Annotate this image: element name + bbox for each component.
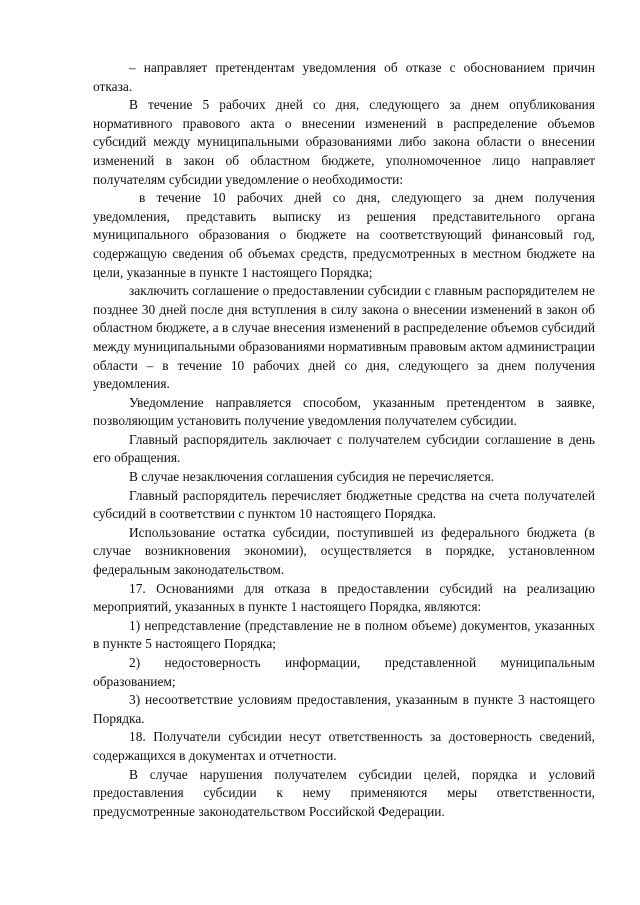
list-item-1: 1) непредставление (представление не в полном объеме) документов, указанных в пункте 5 настоящего Порядка; [93,617,595,652]
paragraph-funds-transfer: Главный распорядитель перечисляет бюджетные средства на счета получателей субсидий в соответствии с пунктом 10 настоящего Порядка. [93,487,595,522]
paragraph-conclude-agreement: заключить соглашение о предоставлении субсидии с главным распорядителем не позднее 30 дней после дня вступления в силу закона о внесении изменений в закон об областном бюджете, а в случае внесения изменений в распределение объемов субсидий между муниципальными образованиями нормативным правовым актом администрации области – в течение 10 рабочих дней со дня, следующего за днем получения уведомления. [93,283,595,392]
paragraph-federal-remainder: Использование остатка субсидии, поступившей из федерального бюджета (в случае возникновения экономии), осуществляется в порядке, установленном федеральным законодательством. [93,524,595,578]
paragraph-liability-measures: В случае нарушения получателем субсидии целей, порядка и условий предоставления субсидии к нему применяются меры ответственности, предусмотренные законодательством Российской Федерации. [93,766,595,819]
list-item-3: 3) несоответствие условиям предоставления, указанным в пункте 3 настоящего Порядка. [93,692,595,726]
document-body [93,59,595,821]
paragraph-item-17: 17. Основаниями для отказа в предоставлении субсидий на реализацию мероприятий, указанных в пункте 1 настоящего Порядка, являются: [93,580,595,615]
paragraph-notify-refusal: – направляет претендентам уведомления об отказе с обоснованием причин отказа. [93,60,595,94]
paragraph-ten-days-extract: в течение 10 рабочих дней со дня, следующего за днем получения уведомления, представить выписку из решения представительного органа муниципального образования о бюджете на соответствующий финансовый год, содержащую сведения об объемах средств, предусмотренных в местном бюджете на цели, указанные в пункте 1 настоящего Порядка; [93,190,595,280]
list-item-2: 2) недостоверность информации, представленной муниципальным образованием; [93,655,595,689]
paragraph-no-agreement-no-transfer: В случае незаключения соглашения субсидия не перечисляется. [129,469,495,485]
paragraph-item-18: 18. Получатели субсидии несут ответственность за достоверность сведений, содержащихся в документах и отчетности. [93,729,595,763]
paragraph-notification-method: Уведомление направляется способом, указанным претендентом в заявке, позволяющим установить получение уведомления получателем субсидии. [93,394,595,429]
paragraph-agreement-same-day: Главный распорядитель заключает с получателем субсидии соглашение в день его обращения. [93,431,595,466]
paragraph-five-days-notice: В течение 5 рабочих дней со дня, следующего за днем опубликования нормативного правового акта о внесении изменений в распределение объемов субсидий между муниципальными образованиями либо закона области о внесении изменений в закон об областном бюджете, уполномоченное лицо направляет получателям субсидии уведомление о необходимости: [93,97,595,187]
